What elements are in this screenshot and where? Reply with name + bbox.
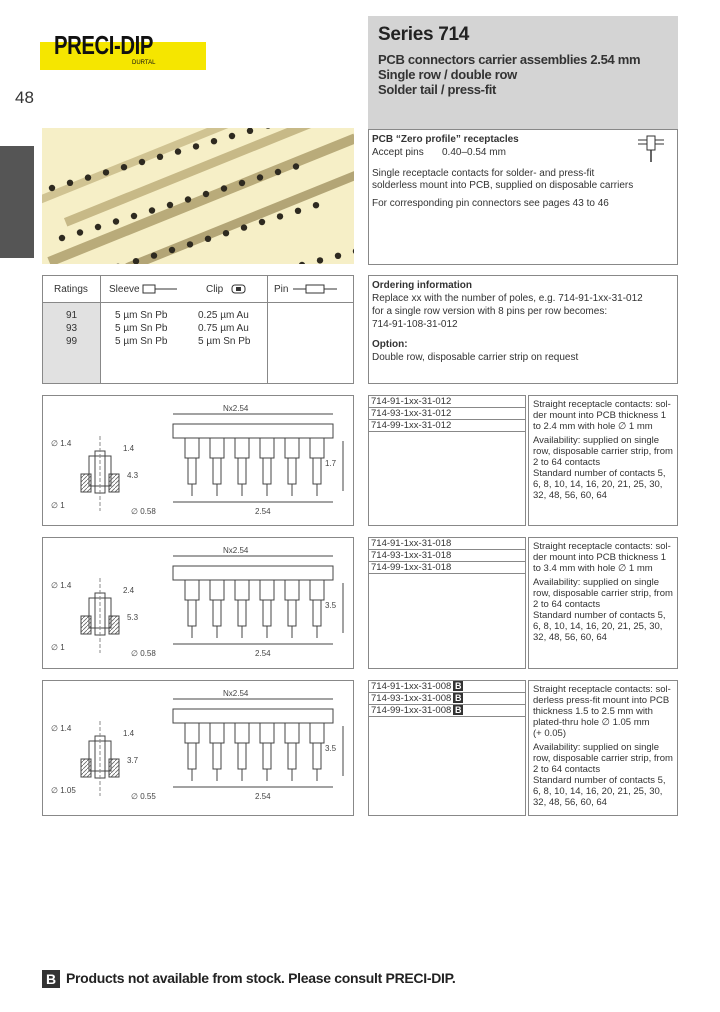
contact-hole (221, 185, 227, 191)
contact-hole (85, 174, 91, 180)
dim-hole: ∅ 1.05 (51, 786, 76, 795)
divider (100, 276, 101, 383)
contact-body (260, 723, 274, 743)
availability-line: 32, 48, 56, 60, 64 (533, 632, 607, 643)
contact-hole (169, 247, 175, 253)
pcb-section (109, 616, 119, 634)
contact-body (260, 438, 274, 458)
contact-hole (121, 164, 127, 170)
contact-hole (151, 252, 157, 258)
contact-body (235, 580, 249, 600)
product-photo (42, 128, 354, 264)
pcb-section (81, 759, 91, 777)
contact-hole (257, 174, 263, 180)
part-number (369, 538, 525, 550)
availability-line: 6, 8, 10, 14, 16, 20, 21, 25, 30, (533, 479, 663, 490)
contact-tail (263, 600, 271, 626)
availability-line: Standard number of contacts 5, (533, 775, 666, 786)
dim-pitch: Nx2.54 (223, 546, 249, 555)
dim-diameter: ∅ 1.4 (51, 439, 72, 448)
rating-code: 93 (66, 323, 78, 334)
dim-pitch-single: 2.54 (255, 649, 271, 658)
dim-diameter: ∅ 1.4 (51, 581, 72, 590)
contact-hole (299, 262, 305, 264)
intro-desc: For corresponding pin connectors see pages 43 to 46 (372, 198, 609, 209)
divider (43, 302, 353, 303)
part-number (369, 681, 525, 693)
contact-tail (238, 600, 246, 626)
header-clip: Clip (206, 284, 224, 295)
contact-hole (113, 218, 119, 224)
contact-tail (313, 743, 321, 769)
contact-hole (67, 180, 73, 186)
dim-length: 4.3 (127, 471, 139, 480)
contact-body (310, 580, 324, 600)
contact-hole (59, 235, 65, 241)
availability-line: Availability: supplied on single (533, 742, 660, 753)
availability-line: row, disposable carrier strip, from (533, 446, 673, 457)
contact-body (310, 438, 324, 458)
description-line: Straight receptacle contacts: sol- (533, 684, 671, 695)
header-pin: Pin (274, 284, 289, 295)
subtitle-line: PCB connectors carrier assemblies 2.54 mm (378, 52, 641, 67)
contact-tail (238, 458, 246, 484)
receptacle-symbol-icon (636, 134, 666, 164)
contact-hole (49, 185, 55, 191)
part-number-text: 714-99-1xx-31-008 (371, 705, 452, 716)
brand-logo: PRECI-DIP (54, 30, 154, 60)
contact-hole (259, 219, 265, 225)
contact-hole (229, 133, 235, 139)
contact-tail (188, 600, 196, 626)
contact-body (185, 723, 199, 743)
sleeve-icon (142, 283, 178, 295)
not-in-stock-badge: B (455, 705, 462, 715)
option-heading: Option: (372, 339, 408, 350)
contact-body (235, 723, 249, 743)
contact-body (210, 723, 224, 743)
contact-body (210, 438, 224, 458)
series-title: Series 714 (378, 24, 470, 45)
part-number-text: 714-93-1xx-31-008 (371, 693, 452, 704)
technical-drawing (43, 681, 353, 815)
intro-desc: solderless mount into PCB, supplied on disposable carriers (372, 180, 634, 191)
dim-pitch-single: 2.54 (255, 792, 271, 801)
description-line: der mount into PCB thickness 1 (533, 410, 667, 421)
not-in-stock-badge: B (455, 681, 462, 691)
availability-line: 32, 48, 56, 60, 64 (533, 797, 607, 808)
availability-line: 6, 8, 10, 14, 16, 20, 21, 25, 30, (533, 621, 663, 632)
availability-line: Availability: supplied on single (533, 435, 660, 446)
contact-hole (295, 208, 301, 214)
contact-hole (167, 202, 173, 208)
contact-tail (188, 458, 196, 484)
contact-hole (241, 224, 247, 230)
contact-body (285, 580, 299, 600)
clip-plating: 0.25 µm Au (198, 310, 249, 321)
dim-length: 5.3 (127, 613, 139, 622)
contact-body (285, 723, 299, 743)
dim-tail: 3.5 (325, 601, 337, 610)
contact-hole (149, 207, 155, 213)
dim-height: 2.4 (123, 586, 135, 595)
carrier-strip (173, 566, 333, 580)
contact-body (310, 723, 324, 743)
technical-drawing (43, 538, 353, 668)
contact-body (185, 580, 199, 600)
contact-hole (131, 213, 137, 219)
contact-tail (213, 743, 221, 769)
description-line: to 2.4 mm with hole ∅ 1 mm (533, 421, 653, 432)
product-description (528, 680, 678, 816)
contact-hole (157, 154, 163, 160)
drawing-box (42, 537, 354, 669)
sleeve-plating: 5 µm Sn Pb (115, 336, 168, 347)
contact-hole (205, 236, 211, 242)
subtitle-line: Solder tail / press-fit (378, 82, 497, 97)
availability-line: Availability: supplied on single (533, 577, 660, 588)
description-line: thickness 1.5 to 2.5 mm with (533, 706, 653, 717)
option-text: Double row, disposable carrier strip on request (372, 352, 579, 363)
availability-line: Standard number of contacts 5, (533, 468, 666, 479)
pcb-section (109, 474, 119, 492)
part-number (369, 396, 525, 408)
part-number-text: 714-99-1xx-31-012 (371, 420, 452, 431)
dim-hole: ∅ 1 (51, 643, 65, 652)
brand-logo-sub: DURTAL (132, 60, 156, 66)
contact-hole (211, 138, 217, 144)
availability-line: 2 to 64 contacts (533, 457, 601, 468)
contact-tail (213, 458, 221, 484)
accept-pins-value: 0.40–0.54 mm (442, 147, 506, 158)
page-number: 48 (15, 88, 34, 107)
contact-hole (193, 143, 199, 149)
ordering-heading: Ordering information (372, 280, 472, 291)
carrier-strip (173, 709, 333, 723)
availability-line: 2 to 64 contacts (533, 599, 601, 610)
part-number (369, 705, 525, 717)
contact-hole (335, 253, 341, 259)
part-number (369, 420, 525, 432)
contact-hole (203, 191, 209, 197)
contact-hole (247, 128, 253, 134)
intro-heading: PCB “Zero profile” receptacles (372, 134, 519, 145)
part-number-text: 714-99-1xx-31-018 (371, 562, 452, 573)
part-number-text: 714-93-1xx-31-012 (371, 408, 452, 419)
contact-body (210, 580, 224, 600)
contact-hole (103, 169, 109, 175)
sleeve-plating: 5 µm Sn Pb (115, 310, 168, 321)
part-number-text: 714-93-1xx-31-018 (371, 550, 452, 561)
description-line: derless press-fit mount into PCB (533, 695, 670, 706)
technical-drawing (43, 396, 353, 525)
pcb-section (109, 759, 119, 777)
contact-tail (188, 743, 196, 769)
availability-line: Standard number of contacts 5, (533, 610, 666, 621)
product-description (528, 537, 678, 669)
part-number (369, 693, 525, 705)
dim-tail: 3.5 (325, 744, 337, 753)
contact-hole (185, 196, 191, 202)
accept-pins-label: Accept pins (372, 147, 424, 158)
contact-hole (175, 148, 181, 154)
connector-strip-2 (64, 128, 354, 226)
part-number (369, 550, 525, 562)
footer-badge: B (42, 970, 60, 988)
part-number-box (368, 537, 526, 669)
contact-tail (288, 600, 296, 626)
part-number-box (368, 395, 526, 526)
dim-height: 1.4 (123, 729, 135, 738)
availability-line: 6, 8, 10, 14, 16, 20, 21, 25, 30, (533, 786, 663, 797)
dim-pitch-single: 2.54 (255, 507, 271, 516)
ordering-text: for a single row version with 8 pins per row becomes: (372, 306, 608, 317)
pcb-section (81, 616, 91, 634)
divider (267, 276, 268, 383)
contact-body (235, 438, 249, 458)
rating-code: 99 (66, 336, 78, 347)
contact-tail (263, 743, 271, 769)
contact-hole (313, 202, 319, 208)
dim-pitch: Nx2.54 (223, 404, 249, 413)
contact-tail (263, 458, 271, 484)
contact-hole (239, 180, 245, 186)
ordering-text: Replace xx with the number of poles, e.g. 714-91-1xx-31-012 (372, 293, 643, 304)
rating-code: 91 (66, 310, 78, 321)
contact-hole (139, 159, 145, 165)
ordering-example: 714-91-108-31-012 (372, 319, 458, 330)
part-number-box (368, 680, 526, 816)
contact-hole (277, 213, 283, 219)
clip-plating: 5 µm Sn Pb (198, 336, 251, 347)
part-number-text: 714-91-1xx-31-018 (371, 538, 452, 549)
dim-pin: ∅ 0.58 (131, 649, 156, 658)
contact-tail (288, 458, 296, 484)
contact-hole (353, 248, 354, 254)
part-number (369, 562, 525, 574)
drawing-box (42, 395, 354, 526)
carrier-strip (173, 424, 333, 438)
not-in-stock-badge: B (455, 693, 462, 703)
availability-line: 2 to 64 contacts (533, 764, 601, 775)
intro-desc: Single receptacle contacts for solder- and press-fit (372, 168, 595, 179)
contact-hole (275, 169, 281, 175)
description-line: Straight receptacle contacts: sol- (533, 541, 671, 552)
availability-line: 32, 48, 56, 60, 64 (533, 490, 607, 501)
dim-height: 1.4 (123, 444, 135, 453)
description-line: Straight receptacle contacts: sol- (533, 399, 671, 410)
contact-tail (238, 743, 246, 769)
footer-note: Products not available from stock. Please consult PRECI-DIP. (66, 970, 456, 986)
clip-plating: 0.75 µm Au (198, 323, 249, 334)
dim-hole: ∅ 1 (51, 501, 65, 510)
description-line: (+ 0.05) (533, 728, 567, 739)
contact-tail (313, 458, 321, 484)
availability-line: row, disposable carrier strip, from (533, 753, 673, 764)
contact-hole (293, 163, 299, 169)
description-line: der mount into PCB thickness 1 (533, 552, 667, 563)
contact-hole (95, 224, 101, 230)
connector-strip-4 (42, 128, 278, 220)
subtitle-line: Single row / double row (378, 67, 517, 82)
clip-icon (231, 283, 247, 295)
drawing-box (42, 680, 354, 816)
description-line: plated-thru hole ∅ 1.05 mm (533, 717, 650, 728)
product-description (528, 395, 678, 526)
header-sleeve: Sleeve (109, 284, 140, 295)
contact-tail (288, 743, 296, 769)
dim-pin: ∅ 0.58 (131, 507, 156, 516)
contact-hole (265, 128, 271, 129)
dim-diameter: ∅ 1.4 (51, 724, 72, 733)
part-number (369, 408, 525, 420)
contact-body (285, 438, 299, 458)
dim-pin: ∅ 0.55 (131, 792, 156, 801)
dim-tail: 1.7 (325, 459, 337, 468)
part-number-text: 714-91-1xx-31-008 (371, 681, 452, 692)
dim-length: 3.7 (127, 756, 139, 765)
part-number-text: 714-91-1xx-31-012 (371, 396, 452, 407)
dim-pitch: Nx2.54 (223, 689, 249, 698)
section-tab (0, 146, 34, 258)
contact-hole (77, 229, 83, 235)
pin-icon (292, 283, 338, 295)
contact-hole (187, 241, 193, 247)
sleeve-plating: 5 µm Sn Pb (115, 323, 168, 334)
availability-line: row, disposable carrier strip, from (533, 588, 673, 599)
contact-hole (223, 230, 229, 236)
contact-tail (313, 600, 321, 626)
header-ratings: Ratings (54, 284, 88, 295)
description-line: to 3.4 mm with hole ∅ 1 mm (533, 563, 653, 574)
pcb-section (81, 474, 91, 492)
contact-body (185, 438, 199, 458)
contact-tail (213, 600, 221, 626)
contact-body (260, 580, 274, 600)
contact-hole (317, 257, 323, 263)
